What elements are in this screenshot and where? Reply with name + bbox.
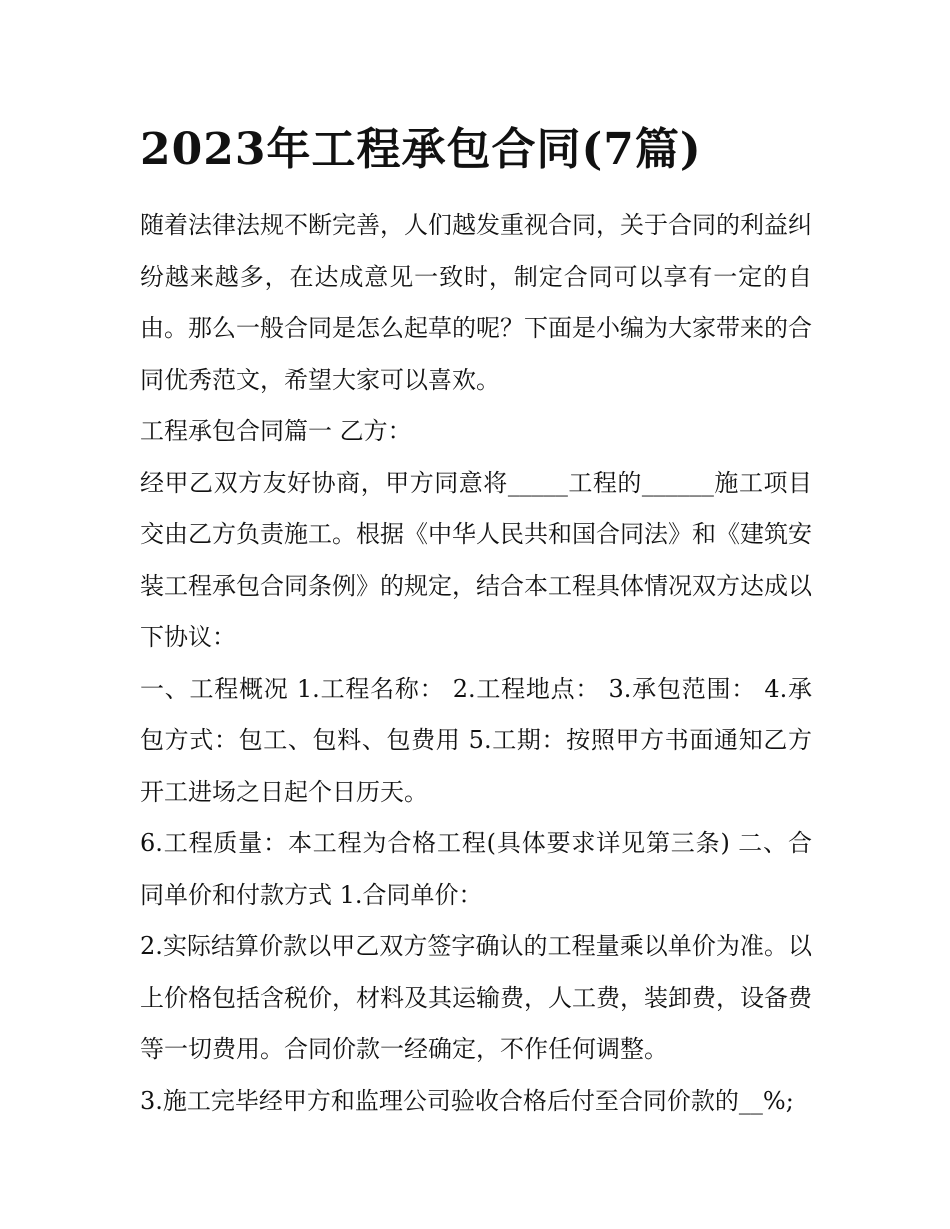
document-page (140, 120, 812, 1127)
contract-heading-paragraph: 工程承包合同篇一 乙方： (140, 417, 412, 445)
agreement-paragraph: 经甲乙双方友好协商，甲方同意将_____工程的______施工项目交由乙方负责施工。根据《中华人民共和国合同法》和《建筑安装工程承包合同条例》的规定，结合本工程具体情况双方达成以下协议： (140, 468, 812, 651)
payment-paragraph: 3.施工完毕经甲方和监理公司验收合格后付至合同价款的__%; (140, 1086, 794, 1115)
quality-price-paragraph: 6.工程质量：本工程为合格工程(具体要求详见第三条) 二、合同单价和付款方式 1.合同单价： (140, 829, 812, 909)
settlement-paragraph: 2.实际结算价款以甲乙双方签字确认的工程量乘以单价为准。以上价格包括含税价，材料及其运输费，人工费，装卸费，设备费等一切费用。合同价款一经确定，不作任何调整。 (140, 932, 812, 1063)
project-overview-paragraph: 一、工程概况 1.工程名称： 2.工程地点： 3.承包范围： 4.承包方式：包工、包料、包费用 5.工期：按照甲方书面通知乙方开工进场之日起个日历天。 (140, 674, 812, 806)
document-title: 2023年工程承包合同(7篇) (140, 124, 702, 175)
intro-paragraph: 随着法律法规不断完善，人们越发重视合同，关于合同的利益纠纷越来越多，在达成意见一致时，制定合同可以享有一定的自由。那么一般合同是怎么起草的呢？下面是小编为大家带来的合同优秀范文，希望大家可以喜欢。 (140, 211, 812, 394)
